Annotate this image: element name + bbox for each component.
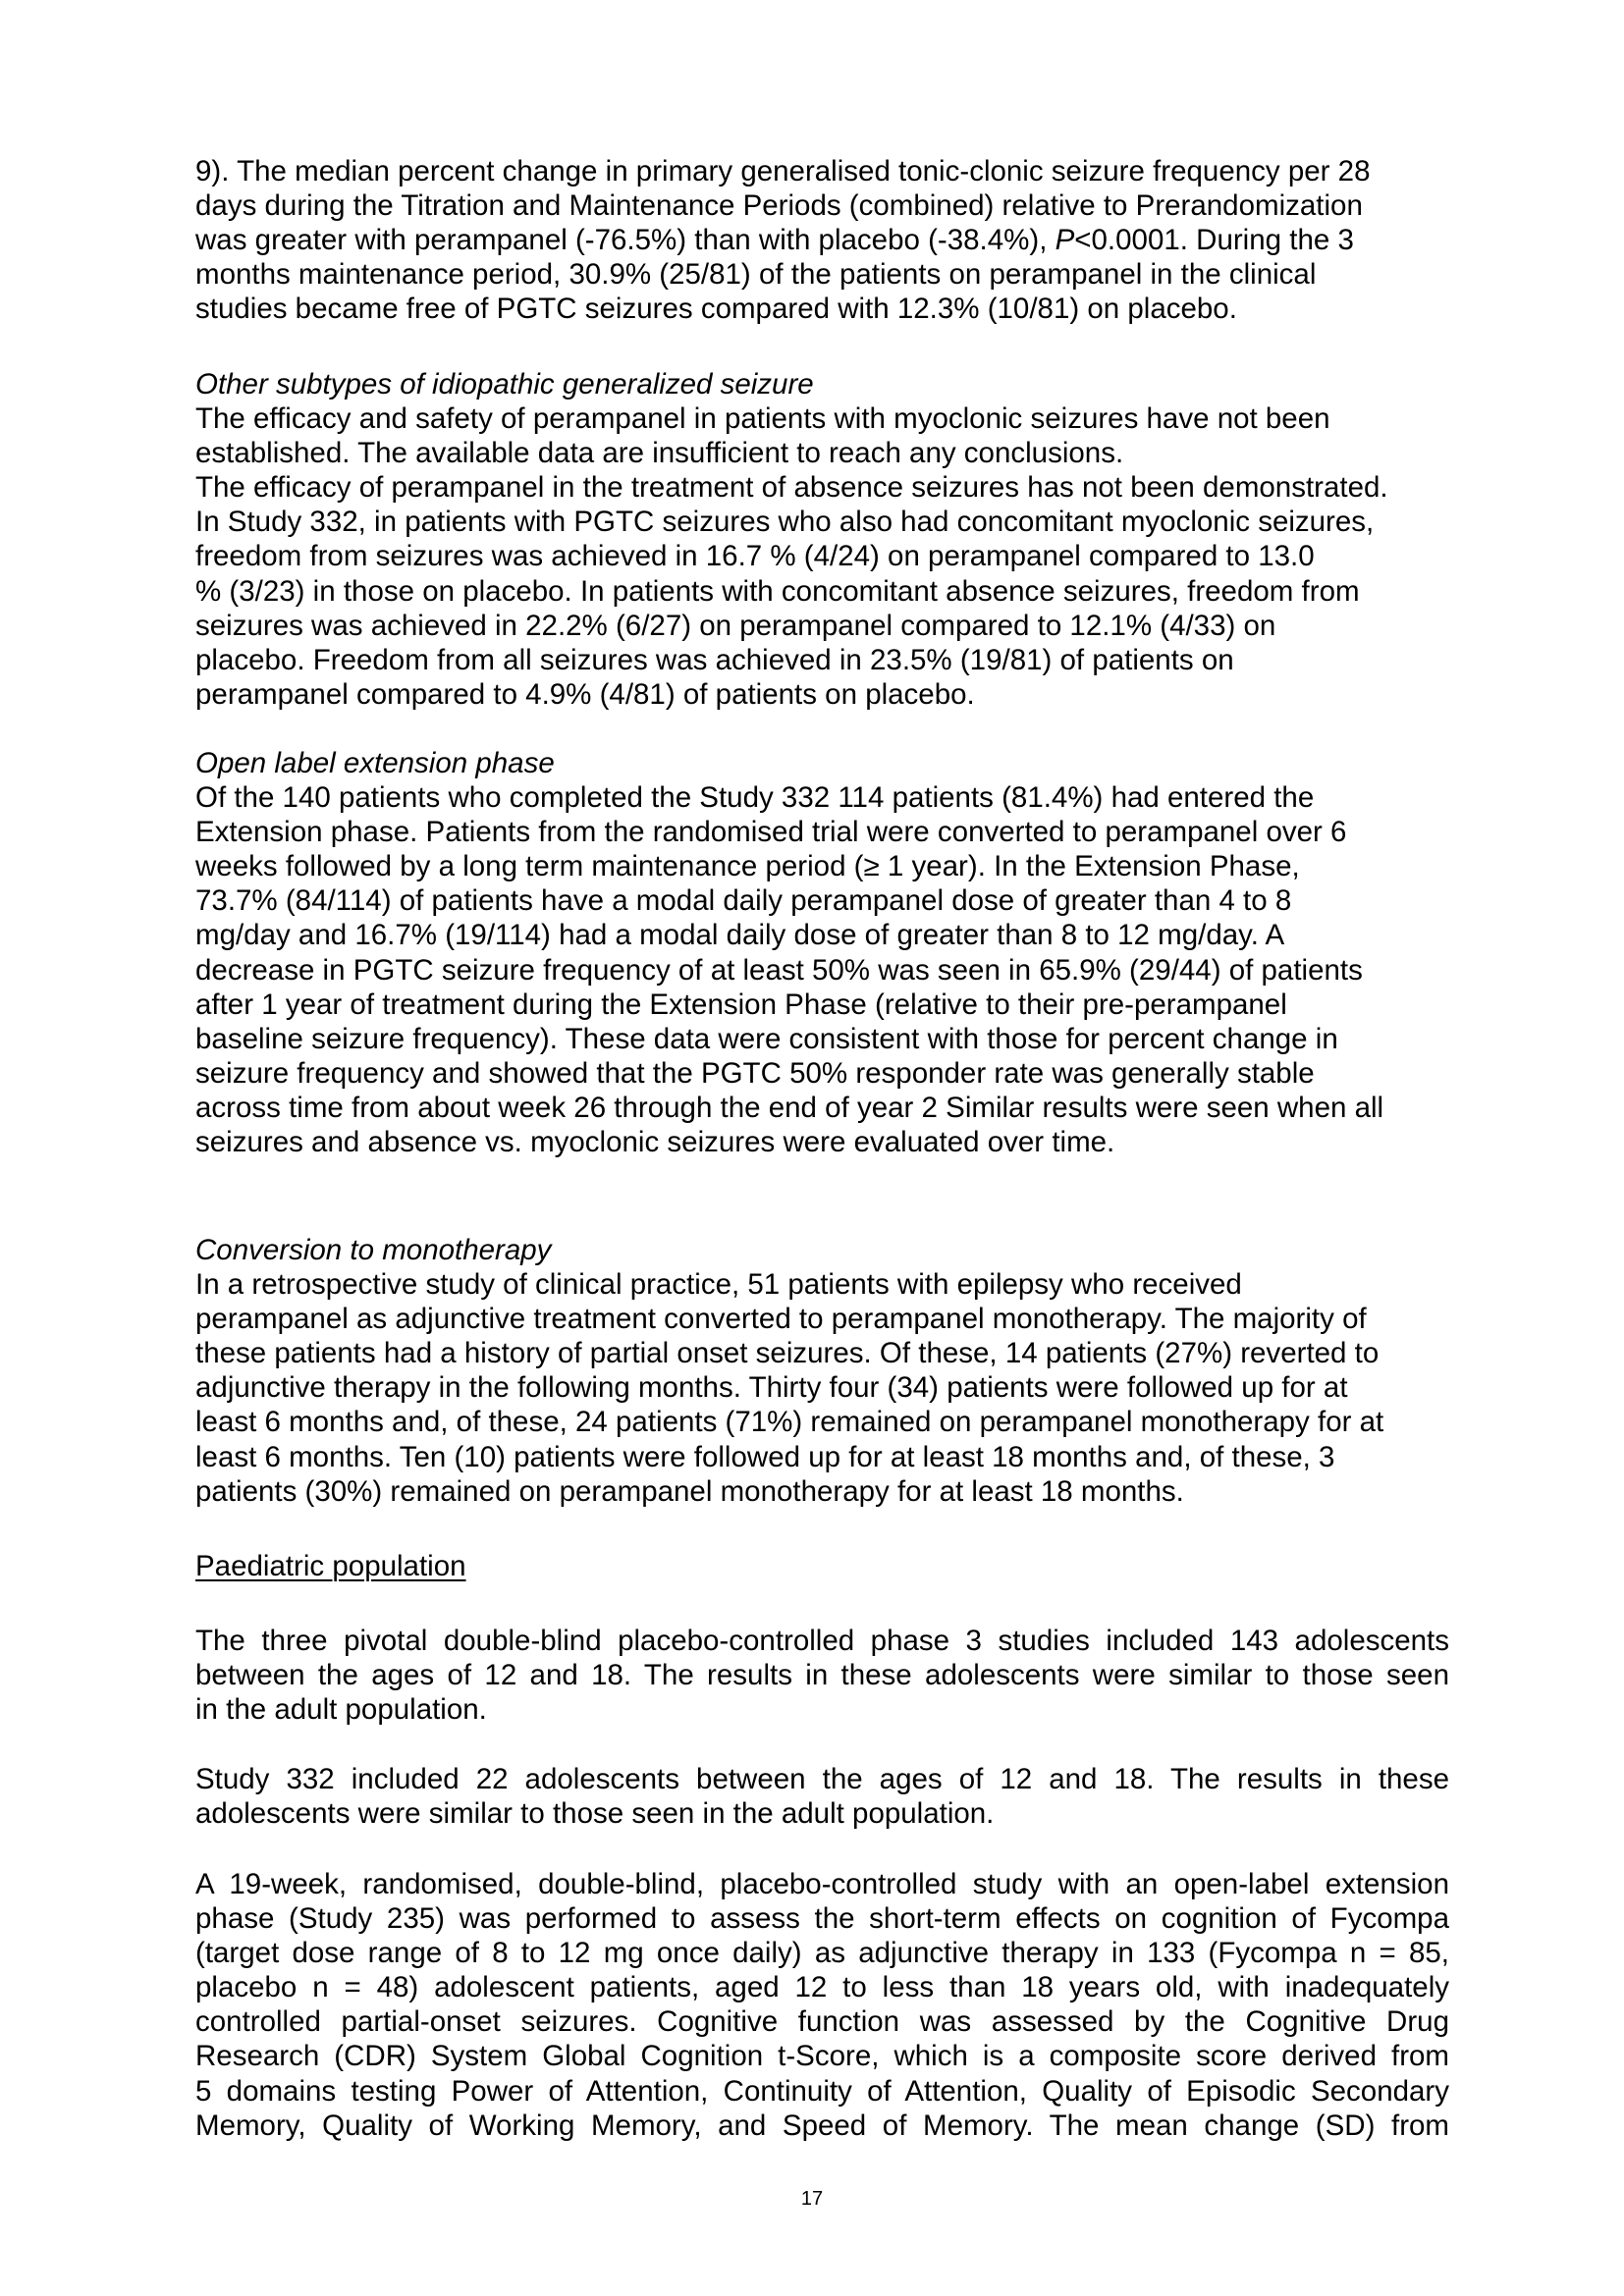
section-paediatric xyxy=(195,1549,1449,1583)
text-line: Extension phase. Patients from the randomised trial were converted to perampanel over 6 xyxy=(195,816,1347,849)
text-line: phase (Study 235) was performed to assess the short-term effects on cognition of Fycompa xyxy=(195,1902,1449,1936)
text-line: seizures was achieved in 22.2% (6/27) on perampanel compared to 12.1% (4/33) on xyxy=(195,609,1276,642)
text-line: 5 domains testing Power of Attention, Continuity of Attention, Quality of Episodic Secondary xyxy=(195,2074,1449,2108)
text-line: mg/day and 16.7% (19/114) had a modal daily dose of greater than 8 to 12 mg/day. A xyxy=(195,919,1285,952)
text-line: Research (CDR) System Global Cognition t-Score, which is a composite score derived from xyxy=(195,2040,1449,2073)
text-line: In a retrospective study of clinical practice, 51 patients with epilepsy who received xyxy=(195,1268,1242,1302)
text-line: these patients had a history of partial onset seizures. Of these, 14 patients (27%) reverted to xyxy=(195,1337,1380,1370)
text-line: established. The available data are insufficient to reach any conclusions. xyxy=(195,437,1124,470)
text-line: Memory, Quality of Working Memory, and Speed of Memory. The mean change (SD) from xyxy=(195,2109,1449,2142)
text-line: decrease in PGTC seizure frequency of at least 50% was seen in 65.9% (29/44) of patients xyxy=(195,953,1363,987)
text-line: 9). The median percent change in primary generalised tonic-clonic seizure frequency per 28 xyxy=(195,155,1371,187)
text-line: Of the 140 patients who completed the Study 332 114 patients (81.4%) had entered the xyxy=(195,781,1315,815)
section-open-label xyxy=(195,746,1449,1159)
section-monotherapy xyxy=(195,1233,1449,1509)
text-line: 73.7% (84/114) of patients have a modal daily perampanel dose of greater than 4 to 8 xyxy=(195,884,1292,918)
text-line: Study 332 included 22 adolescents between the ages of 12 and 18. The results in these xyxy=(195,1763,1449,1795)
text-fragment: was greater with perampanel (-76.5%) than with placebo (-38.4%), xyxy=(195,224,1056,257)
text-line: across time from about week 26 through the end of year 2 Similar results were seen when all xyxy=(195,1091,1384,1124)
text-line: months maintenance period, 30.9% (25/81) of the patients on perampanel in the clinical xyxy=(195,258,1317,292)
text-line: % (3/23) in those on placebo. In patients with concomitant absence seizures, freedom from xyxy=(195,574,1360,608)
text-line: (target dose range of 8 to 12 mg once daily) as adjunctive therapy in 133 (Fycompa n = 85, xyxy=(195,1937,1449,1970)
text-line: placebo. Freedom from all seizures was achieved in 23.5% (19/81) of patients on xyxy=(195,643,1234,676)
text-line: baseline seizure frequency). These data were consistent with those for percent change in xyxy=(195,1022,1338,1055)
page-number: 17 xyxy=(800,2188,824,2210)
text-line: least 6 months. Ten (10) patients were followed up for at least 18 months and, of these, 3 xyxy=(195,1440,1335,1473)
text-line: In Study 332, in patients with PGTC seizures who also had concomitant myoclonic seizures, xyxy=(195,506,1375,539)
text-line: patients (30%) remained on perampanel monotherapy for at least 18 months. xyxy=(195,1474,1184,1508)
text-line: controlled partial-onset seizures. Cognitive function was assessed by the Cognitive Drug xyxy=(195,2005,1449,2039)
text-fragment: <0.0001. During the 3 xyxy=(1074,224,1354,257)
text-line: adjunctive therapy in the following months. Thirty four (34) patients were followed up for at xyxy=(195,1371,1348,1405)
text-line: weeks followed by a long term maintenance period (≥ 1 year). In the Extension Phase, xyxy=(195,850,1300,883)
text-line: days during the Titration and Maintenance Periods (combined) relative to Prerandomization xyxy=(195,189,1363,223)
text-line: The efficacy of perampanel in the treatment of absence seizures has not been demonstrated. xyxy=(195,471,1388,505)
text-line: freedom from seizures was achieved in 16.7 % (4/24) on perampanel compared to 13.0 xyxy=(195,540,1315,573)
text-line: between the ages of 12 and 18. The results in these adolescents were similar to those seen xyxy=(195,1659,1449,1692)
text-line: least 6 months and, of these, 24 patients (71%) remained on perampanel monotherapy for at xyxy=(195,1406,1384,1439)
p-value-symbol: P xyxy=(1055,224,1075,257)
section-heading: Paediatric population xyxy=(195,1550,466,1582)
section-other-subtypes xyxy=(195,367,1449,712)
text-line: perampanel as adjunctive treatment converted to perampanel monotherapy. The majority of xyxy=(195,1303,1367,1336)
text-line: adolescents were similar to those seen in the adult population. xyxy=(195,1797,995,1831)
text-line: studies became free of PGTC seizures compared with 12.3% (10/81) on placebo. xyxy=(195,293,1237,326)
text-line: after 1 year of treatment during the Extension Phase (relative to their pre-perampanel xyxy=(195,988,1287,1021)
section-heading: Open label extension phase xyxy=(195,747,555,779)
text-line: perampanel compared to 4.9% (4/81) of patients on placebo. xyxy=(195,677,975,711)
section-heading: Conversion to monotherapy xyxy=(195,1234,552,1266)
text-line: in the adult population. xyxy=(195,1693,487,1727)
text-line: A 19-week, randomised, double-blind, placebo-controlled study with an open-label extension xyxy=(195,1868,1449,1900)
paragraph-pivotal xyxy=(195,1624,1449,1727)
text-line: placebo n = 48) adolescent patients, aged 12 to less than 18 years old, with inadequately xyxy=(195,1971,1449,2004)
paragraph-pgtc-result xyxy=(195,154,1449,326)
section-heading: Other subtypes of idiopathic generalized seizure xyxy=(195,368,814,400)
text-line: The three pivotal double-blind placebo-controlled phase 3 studies included 143 adolescents xyxy=(195,1625,1449,1657)
text-line: seizures and absence vs. myoclonic seizures were evaluated over time. xyxy=(195,1126,1115,1159)
text-line: seizure frequency and showed that the PGTC 50% responder rate was generally stable xyxy=(195,1056,1315,1090)
paragraph-study332 xyxy=(195,1762,1449,1831)
text-line xyxy=(195,223,1449,257)
paragraph-study235 xyxy=(195,1867,1449,2143)
text-line: The efficacy and safety of perampanel in patients with myoclonic seizures have not been xyxy=(195,402,1330,436)
